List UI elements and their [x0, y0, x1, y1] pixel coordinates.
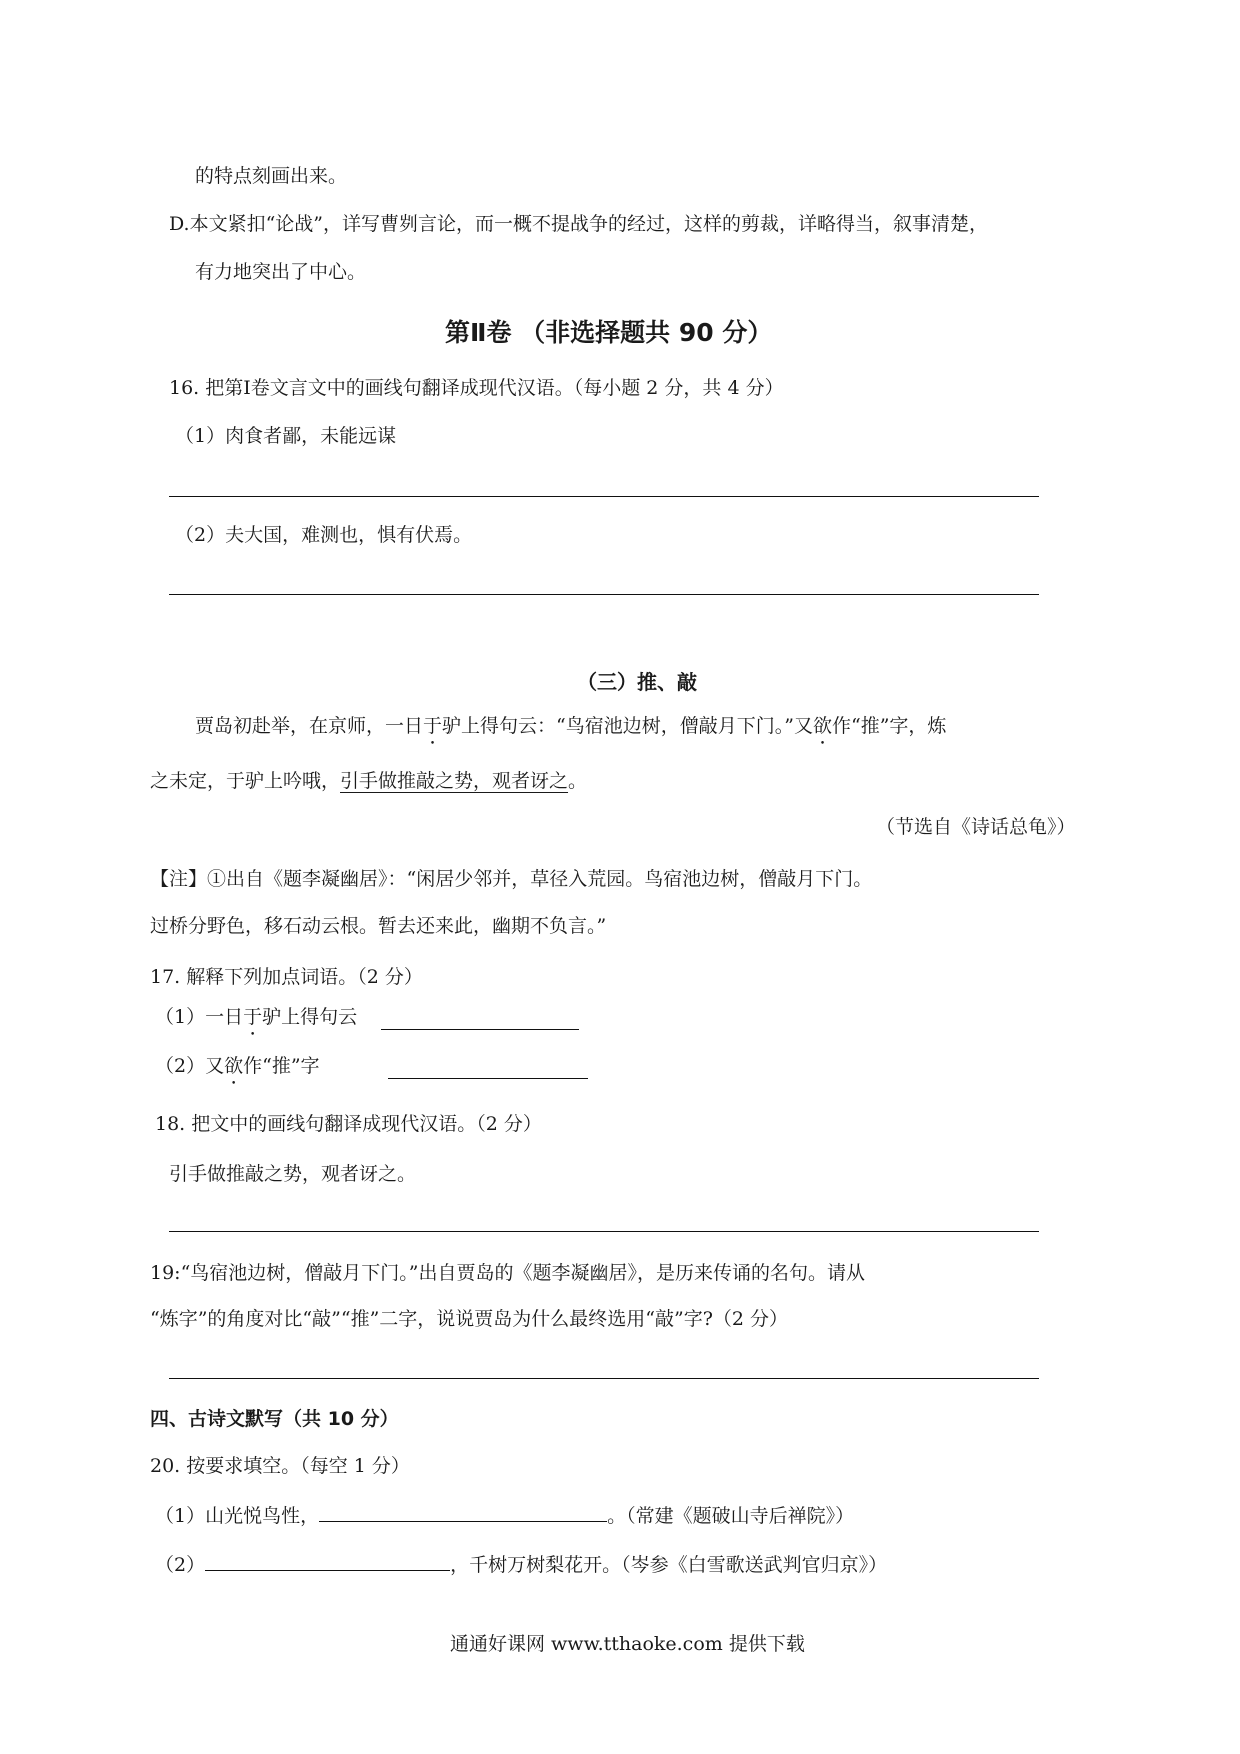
section-title: 第Ⅱ卷 （非选择题共 90 分）: [445, 318, 773, 347]
passage3-line1-a: 贾岛初赴举，在京师，一日: [195, 715, 424, 737]
passage3-note2: 过桥分野色，移石动云根。暂去还来此，幽期不负言。”: [150, 915, 607, 937]
passage3-line1: [195, 712, 946, 740]
q17-item1: [155, 1003, 357, 1031]
q18-stem: 18. 把文中的画线句翻译成现代汉语。（2 分）: [155, 1113, 542, 1135]
q20-item1-a: （1）山光悦鸟性，: [155, 1505, 320, 1527]
option-d-line1: D.本文紧扣“论战”，详写曹刿言论，而一概不提战争的经过，这样的剪裁，详略得当，叙事清楚，: [169, 213, 989, 235]
q17-answer-blank-2[interactable]: [388, 1077, 588, 1079]
dotted-word-yu2: 欲: [812, 715, 832, 737]
passage3-line1-b: 驴上得句云：“鸟宿池边树，僧敲月下门。”又: [442, 715, 813, 737]
q17-item1-b: 驴上得句云: [262, 1006, 358, 1028]
q20-item1-b: 。（常建《题破山寺后禅院》）: [607, 1505, 855, 1527]
underlined-sentence: 引手做推敲之势，观者讶之: [340, 770, 569, 792]
q16-answer-line-1[interactable]: [169, 496, 1039, 497]
q16-item2: （2）夫大国，难测也，惧有伏焉。: [175, 524, 473, 546]
passage3-source: （节选自《诗话总龟》）: [876, 816, 1076, 838]
passage3-line2-a: 之未定，于驴上吟哦，: [150, 770, 341, 792]
q19-answer-line[interactable]: [169, 1378, 1039, 1379]
q20-item2-a: （2）: [155, 1554, 206, 1576]
q16-stem: 16. 把第Ⅰ卷文言文中的画线句翻译成现代汉语。（每小题 2 分，共 4 分）: [169, 377, 784, 399]
q19-line1: 19:“鸟宿池边树，僧敲月下门。”出自贾岛的《题李凝幽居》，是历来传诵的名句。请从: [150, 1262, 866, 1284]
q20-item1: [155, 1502, 854, 1530]
q17-item1-a: （1）一日: [155, 1006, 244, 1028]
option-c-tail: 的特点刻画出来。: [195, 165, 348, 187]
q17-item2-b: 作“推”字: [243, 1055, 320, 1077]
dotted-word-yu-q17-2: 欲: [224, 1055, 244, 1077]
passage3-title: （三）推、敲: [577, 670, 697, 694]
q17-stem: 17. 解释下列加点词语。（2 分）: [150, 966, 423, 988]
page-footer: 通通好课网 www.tthaoke.com 提供下载: [450, 1633, 805, 1655]
q18-sentence: 引手做推敲之势，观者讶之。: [169, 1163, 417, 1185]
q16-item1: （1）肉食者鄙，未能远谋: [175, 425, 397, 447]
passage3-line1-c: 作“推”字，炼: [831, 715, 947, 737]
q20-item2-b: ，千树万树梨花开。（岑参《白雪歌送武判官归京》）: [450, 1554, 888, 1576]
q17-answer-blank-1[interactable]: [381, 1028, 579, 1030]
q17-item2-a: （2）又: [155, 1055, 225, 1077]
dotted-word-yu-q17: 于: [243, 1006, 263, 1028]
q20-item2: [155, 1551, 887, 1579]
q18-answer-line[interactable]: [169, 1231, 1039, 1232]
option-d-line2: 有力地突出了中心。: [195, 261, 367, 283]
passage3-line2: [150, 767, 587, 795]
q17-item2: [155, 1052, 320, 1080]
q20-answer-blank-1[interactable]: [319, 1520, 607, 1522]
passage3-note1: 【注】①出自《题李凝幽居》：“闲居少邻并，草径入荒园。鸟宿池边树，僧敲月下门。: [150, 868, 873, 890]
section4-title: 四、古诗文默写（共 10 分）: [150, 1408, 399, 1430]
passage3-line2-b: 。: [568, 770, 588, 792]
q16-answer-line-2[interactable]: [169, 594, 1039, 595]
dotted-word-yu: 于: [423, 715, 443, 737]
q19-line2: “炼字”的角度对比“敲”“推”二字，说说贾岛为什么最终选用“敲”字?（2 分）: [150, 1308, 789, 1330]
q20-stem: 20. 按要求填空。（每空 1 分）: [150, 1455, 410, 1477]
q20-answer-blank-2[interactable]: [205, 1569, 450, 1571]
